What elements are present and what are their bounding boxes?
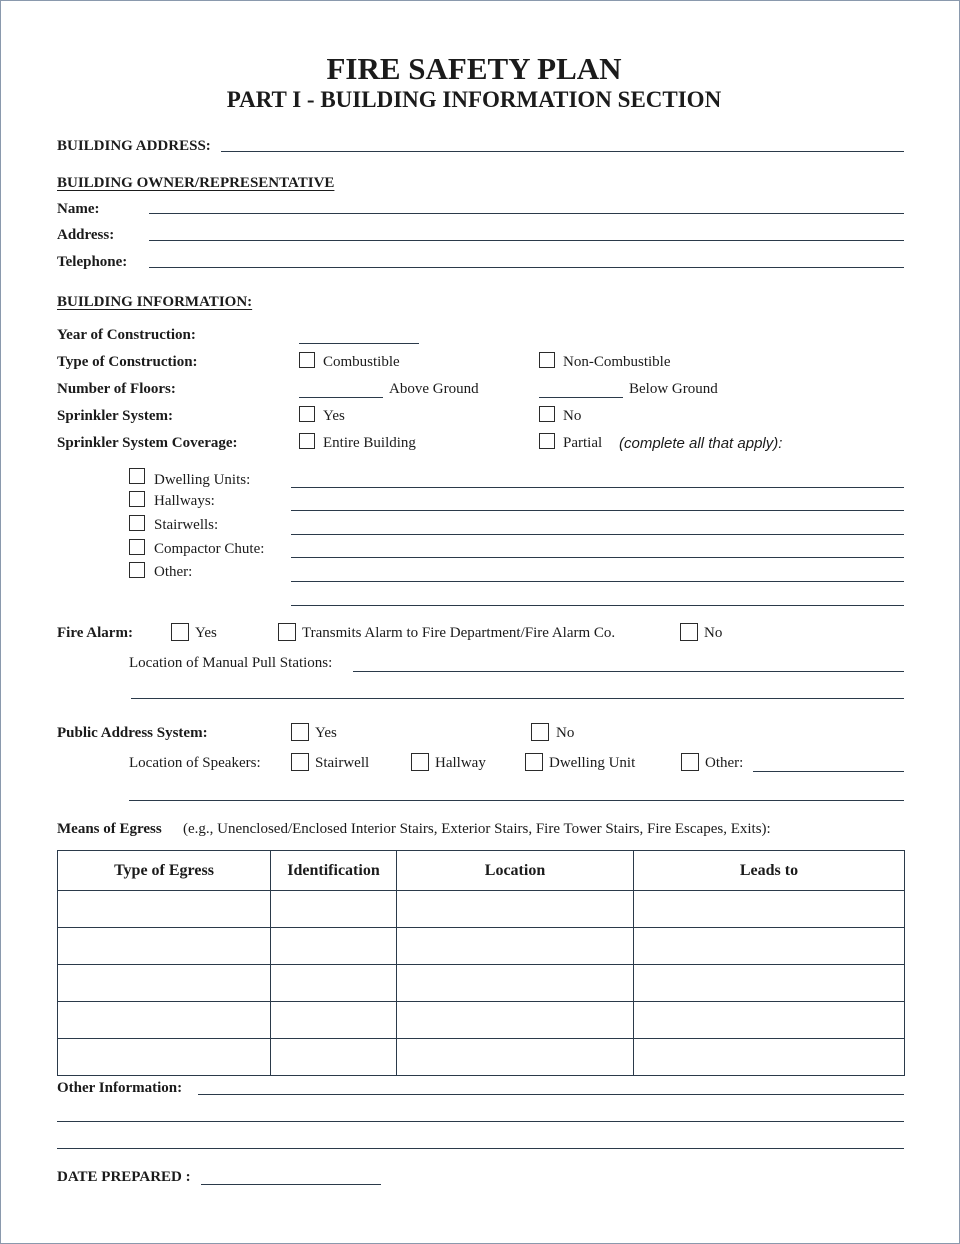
- other-info-field[interactable]: [198, 1094, 904, 1095]
- table-cell[interactable]: [397, 1039, 634, 1076]
- other-info-field-2[interactable]: [57, 1121, 904, 1122]
- table-cell[interactable]: [397, 928, 634, 965]
- col-identification: Identification: [271, 851, 397, 891]
- fire-alarm-yes-label: Yes: [195, 625, 217, 641]
- compactor-chute-checkbox[interactable]: [129, 539, 145, 555]
- col-location: Location: [397, 851, 634, 891]
- combustible-label: Combustible: [323, 354, 400, 370]
- pa-no-label: No: [556, 725, 575, 741]
- sprinkler-yes-checkbox[interactable]: [299, 406, 315, 422]
- form-title: FIRE SAFETY PLAN: [326, 51, 622, 86]
- pa-yes-label: Yes: [315, 725, 337, 741]
- table-cell[interactable]: [634, 928, 905, 965]
- dwelling-units-checkbox[interactable]: [129, 468, 145, 484]
- table-row: [58, 1039, 905, 1076]
- table-cell[interactable]: [271, 928, 397, 965]
- floors-above-field[interactable]: [299, 397, 383, 398]
- owner-address-field[interactable]: [149, 240, 904, 241]
- non-combustible-label: Non-Combustible: [563, 354, 671, 370]
- table-row: [58, 891, 905, 928]
- table-row: [58, 928, 905, 965]
- sprinkler-label: Sprinkler System:: [57, 408, 173, 424]
- other-area-checkbox[interactable]: [129, 562, 145, 578]
- date-prepared-field[interactable]: [201, 1184, 381, 1185]
- dwelling-units-field[interactable]: [291, 487, 904, 488]
- fire-alarm-no-label: No: [704, 625, 723, 641]
- table-cell[interactable]: [271, 1039, 397, 1076]
- sprinkler-yes-label: Yes: [323, 408, 345, 424]
- col-leads-to: Leads to: [634, 851, 905, 891]
- egress-label: Means of Egress: [57, 821, 162, 837]
- table-cell[interactable]: [271, 1002, 397, 1039]
- egress-table: [57, 850, 905, 1076]
- floors-label: Number of Floors:: [57, 381, 176, 397]
- speakers-label: Location of Speakers:: [129, 755, 261, 771]
- table-cell[interactable]: [634, 1039, 905, 1076]
- compactor-chute-field[interactable]: [291, 557, 904, 558]
- date-prepared-label: DATE PREPARED :: [57, 1169, 191, 1185]
- speaker-hallway-label: Hallway: [435, 755, 486, 771]
- stairwells-checkbox[interactable]: [129, 515, 145, 531]
- above-ground-label: Above Ground: [389, 381, 479, 397]
- public-address-label: Public Address System:: [57, 725, 208, 741]
- table-cell[interactable]: [58, 1002, 271, 1039]
- pa-yes-checkbox[interactable]: [291, 723, 309, 741]
- year-construction-label: Year of Construction:: [57, 327, 196, 343]
- egress-hint: (e.g., Unenclosed/Enclosed Interior Stairs, Exterior Stairs, Fire Tower Stairs, Fire Escapes, Exits):: [183, 821, 771, 837]
- pull-stations-field[interactable]: [353, 671, 904, 672]
- table-row: [58, 965, 905, 1002]
- table-cell[interactable]: [634, 965, 905, 1002]
- fire-alarm-no-checkbox[interactable]: [680, 623, 698, 641]
- table-cell[interactable]: [58, 965, 271, 1002]
- table-cell[interactable]: [634, 891, 905, 928]
- coverage-entire-label: Entire Building: [323, 435, 416, 451]
- speakers-field-2[interactable]: [129, 800, 904, 801]
- coverage-note: (complete all that apply):: [619, 435, 783, 452]
- other-area-field[interactable]: [291, 581, 904, 582]
- other-area-field-2[interactable]: [291, 605, 904, 606]
- fire-alarm-label: Fire Alarm:: [57, 625, 133, 641]
- table-cell[interactable]: [634, 1002, 905, 1039]
- sprinkler-no-label: No: [563, 408, 582, 424]
- table-cell[interactable]: [397, 965, 634, 1002]
- table-cell[interactable]: [271, 965, 397, 1002]
- table-cell[interactable]: [397, 891, 634, 928]
- hallways-label: Hallways:: [154, 493, 215, 509]
- building-info-heading: BUILDING INFORMATION:: [57, 294, 253, 310]
- table-cell[interactable]: [58, 891, 271, 928]
- coverage-partial-checkbox[interactable]: [539, 433, 555, 449]
- transmits-alarm-checkbox[interactable]: [278, 623, 296, 641]
- speaker-dwelling-unit-checkbox[interactable]: [525, 753, 543, 771]
- owner-telephone-field[interactable]: [149, 267, 904, 268]
- speaker-other-label: Other:: [705, 755, 744, 771]
- fire-alarm-yes-checkbox[interactable]: [171, 623, 189, 641]
- stairwells-field[interactable]: [291, 534, 904, 535]
- owner-address-label: Address:: [57, 227, 115, 243]
- hallways-field[interactable]: [291, 510, 904, 511]
- other-info-field-3[interactable]: [57, 1148, 904, 1149]
- table-cell[interactable]: [58, 1039, 271, 1076]
- table-row: [58, 1002, 905, 1039]
- building-address-field[interactable]: [221, 151, 904, 152]
- year-construction-field[interactable]: [299, 343, 419, 344]
- coverage-entire-checkbox[interactable]: [299, 433, 315, 449]
- owner-name-field[interactable]: [149, 213, 904, 214]
- pull-stations-field-2[interactable]: [131, 698, 904, 699]
- speaker-other-field[interactable]: [753, 771, 904, 772]
- stairwells-label: Stairwells:: [154, 517, 219, 533]
- speaker-stairwell-checkbox[interactable]: [291, 753, 309, 771]
- form-subtitle: PART I - BUILDING INFORMATION SECTION: [226, 87, 722, 112]
- dwelling-units-label: Dwelling Units:: [154, 472, 251, 488]
- floors-below-field[interactable]: [539, 397, 623, 398]
- owner-telephone-label: Telephone:: [57, 254, 128, 270]
- table-cell[interactable]: [58, 928, 271, 965]
- speaker-stairwell-label: Stairwell: [315, 755, 370, 771]
- egress-header-row: [58, 851, 905, 891]
- compactor-chute-label: Compactor Chute:: [154, 541, 265, 557]
- type-construction-label: Type of Construction:: [57, 354, 198, 370]
- below-ground-label: Below Ground: [629, 381, 718, 397]
- non-combustible-checkbox[interactable]: [539, 352, 555, 368]
- speaker-other-checkbox[interactable]: [681, 753, 699, 771]
- sprinkler-no-checkbox[interactable]: [539, 406, 555, 422]
- owner-heading: BUILDING OWNER/REPRESENTATIVE: [57, 175, 335, 191]
- other-area-label: Other:: [154, 564, 193, 580]
- transmits-alarm-label: Transmits Alarm to Fire Department/Fire Alarm Co.: [302, 625, 616, 641]
- building-address-label: BUILDING ADDRESS:: [57, 138, 211, 154]
- combustible-checkbox[interactable]: [299, 352, 315, 368]
- coverage-label: Sprinkler System Coverage:: [57, 435, 238, 451]
- coverage-partial-label: Partial: [563, 435, 603, 451]
- other-info-label: Other Information:: [57, 1080, 183, 1096]
- table-cell[interactable]: [397, 1002, 634, 1039]
- pa-no-checkbox[interactable]: [531, 723, 549, 741]
- pull-stations-label: Location of Manual Pull Stations:: [129, 655, 333, 671]
- owner-name-label: Name:: [57, 201, 100, 217]
- hallways-checkbox[interactable]: [129, 491, 145, 507]
- col-type-of-egress: Type of Egress: [58, 851, 271, 891]
- table-cell[interactable]: [271, 891, 397, 928]
- speaker-dwelling-unit-label: Dwelling Unit: [549, 755, 636, 771]
- speaker-hallway-checkbox[interactable]: [411, 753, 429, 771]
